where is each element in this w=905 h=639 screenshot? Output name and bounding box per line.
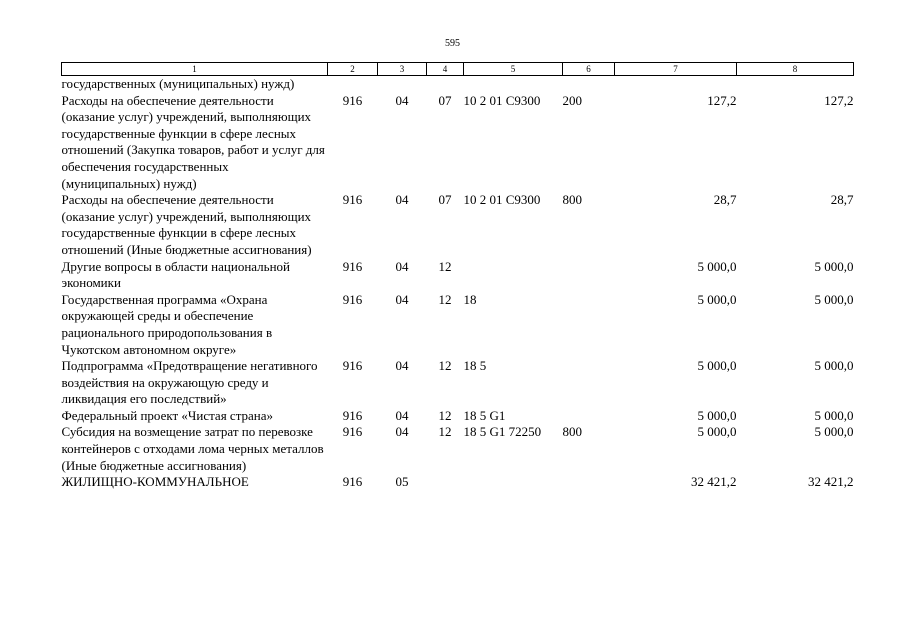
amount-year2-cell: 127,2 xyxy=(824,92,854,108)
expense-type-cell xyxy=(563,76,615,93)
subsection-cell: 07 xyxy=(438,92,452,108)
table-row xyxy=(62,192,854,258)
section-cell xyxy=(378,76,427,93)
amount-year1-cell: 5 000,0 xyxy=(697,424,737,440)
expense-name-cell: Расходы на обеспечение деятельности (оказание услуг) учреждений, выполняющих государственные функции в сфере лесных отношений (Иные бюджетные ассигнования) xyxy=(61,192,312,257)
expense-name-cell: Государственная программа «Охрана окружающей среды и обеспечение рационального природопользования в Чукотском автономном округе» xyxy=(61,291,273,357)
ministry-code-cell: 916 xyxy=(342,407,363,423)
amount-year2-cell: 5 000,0 xyxy=(814,258,854,274)
table-row xyxy=(62,474,854,491)
expense-type-cell: 200 xyxy=(562,92,582,108)
column-number-row xyxy=(62,63,854,76)
expense-type-cell xyxy=(563,358,615,408)
amount-year1-cell: 5 000,0 xyxy=(697,258,737,274)
section-cell: 05 xyxy=(395,474,409,490)
table-row xyxy=(62,424,854,474)
target-article-cell: 18 5 G1 72250 xyxy=(463,424,542,440)
subsection-cell xyxy=(427,76,464,93)
section-cell: 04 xyxy=(395,407,409,423)
section-cell: 04 xyxy=(395,358,409,374)
expense-type-cell xyxy=(563,259,615,292)
expense-name-cell: ЖИЛИЩНО-КОММУНАЛЬНОЕ xyxy=(61,474,249,490)
ministry-code-cell xyxy=(328,76,378,93)
expense-name-cell: государственных (муниципальных) нужд) xyxy=(61,76,295,91)
section-cell: 04 xyxy=(395,424,409,440)
ministry-code-cell: 916 xyxy=(342,424,363,440)
expense-type-cell: 800 xyxy=(562,424,582,440)
subsection-cell: 12 xyxy=(438,424,452,440)
target-article-cell xyxy=(464,259,563,292)
table-row xyxy=(62,76,854,93)
target-article-cell xyxy=(464,474,563,491)
amount-year2-cell: 5 000,0 xyxy=(814,424,854,440)
budget-rows xyxy=(62,76,854,491)
expense-name-cell: Другие вопросы в области национальной экономики xyxy=(61,258,290,291)
expense-type-cell xyxy=(563,292,615,358)
amount-year1-cell: 5 000,0 xyxy=(697,291,737,307)
subsection-cell xyxy=(427,474,464,491)
expense-type-cell: 800 xyxy=(562,192,582,208)
expense-name-cell: Расходы на обеспечение деятельности (оказание услуг) учреждений, выполняющих государственные функции в сфере лесных отношений (Закупка товаров, работ и услуг для обеспечения государственных (муниципальных) нужд) xyxy=(61,92,325,191)
column-number-header: 1 xyxy=(62,63,328,76)
amount-year2-cell: 5 000,0 xyxy=(814,407,854,423)
subsection-cell: 12 xyxy=(438,407,452,423)
column-number-header: 6 xyxy=(563,63,615,76)
subsection-cell: 12 xyxy=(438,258,452,274)
target-article-cell: 10 2 01 С9300 xyxy=(463,192,541,208)
ministry-code-cell: 916 xyxy=(342,474,363,490)
amount-year2-cell: 32 421,2 xyxy=(808,474,854,490)
ministry-code-cell: 916 xyxy=(342,192,363,208)
section-cell: 04 xyxy=(395,258,409,274)
column-number-header: 5 xyxy=(464,63,563,76)
section-cell: 04 xyxy=(395,192,409,208)
subsection-cell: 07 xyxy=(438,192,452,208)
column-number-header: 3 xyxy=(378,63,427,76)
ministry-code-cell: 916 xyxy=(342,258,363,274)
target-article-cell: 10 2 01 С9300 xyxy=(463,92,541,108)
column-number-header: 8 xyxy=(737,63,854,76)
amount-year1-cell: 5 000,0 xyxy=(697,358,737,374)
table-row xyxy=(62,292,854,358)
ministry-code-cell: 916 xyxy=(342,291,363,307)
target-article-cell: 18 5 G1 xyxy=(463,407,506,423)
ministry-code-cell: 916 xyxy=(342,92,363,108)
amount-year1-cell: 28,7 xyxy=(713,192,737,208)
amount-year1-cell: 5 000,0 xyxy=(697,407,737,423)
table-row xyxy=(62,408,854,425)
table-row xyxy=(62,259,854,292)
section-cell: 04 xyxy=(395,92,409,108)
table-row xyxy=(62,93,854,193)
subsection-cell: 12 xyxy=(438,291,452,307)
target-article-cell: 18 xyxy=(463,291,477,307)
column-number-header: 7 xyxy=(615,63,737,76)
expense-name-cell: Подпрограмма «Предотвращение негативного воздействия на окружающую среду и ликвидация его последствий» xyxy=(61,358,318,407)
expense-type-cell xyxy=(563,474,615,491)
expense-type-cell xyxy=(563,408,615,425)
amount-year1-cell: 127,2 xyxy=(707,92,737,108)
target-article-cell: 18 5 xyxy=(463,358,487,374)
column-number-header: 2 xyxy=(328,63,378,76)
amount-year2-cell: 5 000,0 xyxy=(814,291,854,307)
amount-year2-cell: 28,7 xyxy=(830,192,854,208)
amount-year1-cell: 32 421,2 xyxy=(691,474,737,490)
column-number-header: 4 xyxy=(427,63,464,76)
amount-year2-cell xyxy=(737,76,854,93)
table-row xyxy=(62,358,854,408)
budget-table xyxy=(61,62,854,491)
amount-year1-cell xyxy=(615,76,737,93)
expense-name-cell: Федеральный проект «Чистая страна» xyxy=(61,407,274,423)
ministry-code-cell: 916 xyxy=(342,358,363,374)
subsection-cell: 12 xyxy=(438,358,452,374)
section-cell: 04 xyxy=(395,291,409,307)
expense-name-cell: Субсидия на возмещение затрат по перевозке контейнеров с отходами лома черных металлов (Иные бюджетные ассигнования) xyxy=(61,424,324,473)
target-article-cell xyxy=(464,76,563,93)
page-number: 595 xyxy=(445,38,460,49)
amount-year2-cell: 5 000,0 xyxy=(814,358,854,374)
